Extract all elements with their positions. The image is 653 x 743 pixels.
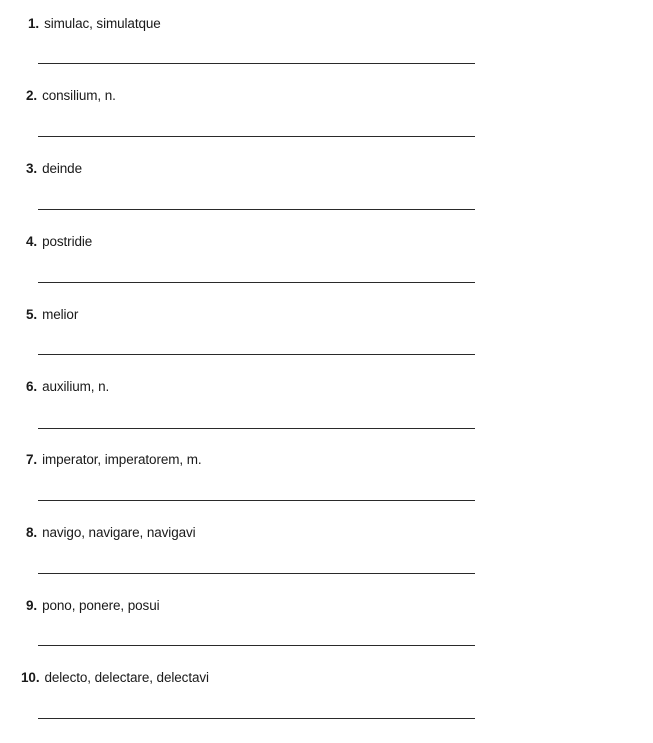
vocab-item-10 [0,670,653,743]
vocab-term: imperator, imperatorem, m. [42,452,202,467]
vocab-term: consilium, n. [42,88,116,103]
vocab-item-6 [0,379,653,452]
vocab-term: delecto, delectare, delectavi [44,670,209,685]
item-number: 7. [26,452,38,467]
vocab-item-2 [0,88,653,161]
answer-line[interactable] [38,718,475,719]
vocab-prompt [26,598,160,614]
vocab-item-4 [0,234,653,307]
vocab-term: navigo, navigare, navigavi [42,525,196,540]
vocab-item-1 [0,16,653,89]
item-number: 2. [26,88,38,103]
vocab-prompt [26,525,196,541]
item-number: 1. [28,16,40,31]
item-number: 10. [21,670,40,685]
answer-line[interactable] [38,500,475,501]
vocab-item-3 [0,161,653,234]
answer-line[interactable] [38,136,475,137]
item-number: 3. [26,161,38,176]
item-number: 4. [26,234,38,249]
vocab-item-9 [0,598,653,671]
vocab-term: pono, ponere, posui [42,598,160,613]
answer-line[interactable] [38,63,475,64]
vocab-prompt [26,161,82,177]
vocab-prompt [26,88,116,104]
answer-line[interactable] [38,573,475,574]
answer-line[interactable] [38,428,475,429]
vocab-prompt [26,452,202,468]
vocab-item-8 [0,525,653,598]
vocab-item-5 [0,307,653,380]
vocab-prompt [26,307,78,323]
vocab-prompt [26,234,92,250]
answer-line[interactable] [38,354,475,355]
answer-line[interactable] [38,282,475,283]
vocab-prompt [21,670,209,686]
vocab-term: melior [42,307,79,322]
answer-line[interactable] [38,645,475,646]
vocab-term: auxilium, n. [42,379,110,394]
vocab-term: simulac, simulatque [44,16,161,31]
answer-line[interactable] [38,209,475,210]
vocab-item-7 [0,452,653,525]
item-number: 8. [26,525,38,540]
vocab-prompt [26,379,109,395]
vocab-term: deinde [42,161,83,176]
item-number: 6. [26,379,38,394]
item-number: 9. [26,598,38,613]
item-number: 5. [26,307,38,322]
vocab-prompt [28,16,161,32]
vocab-term: postridie [42,234,93,249]
